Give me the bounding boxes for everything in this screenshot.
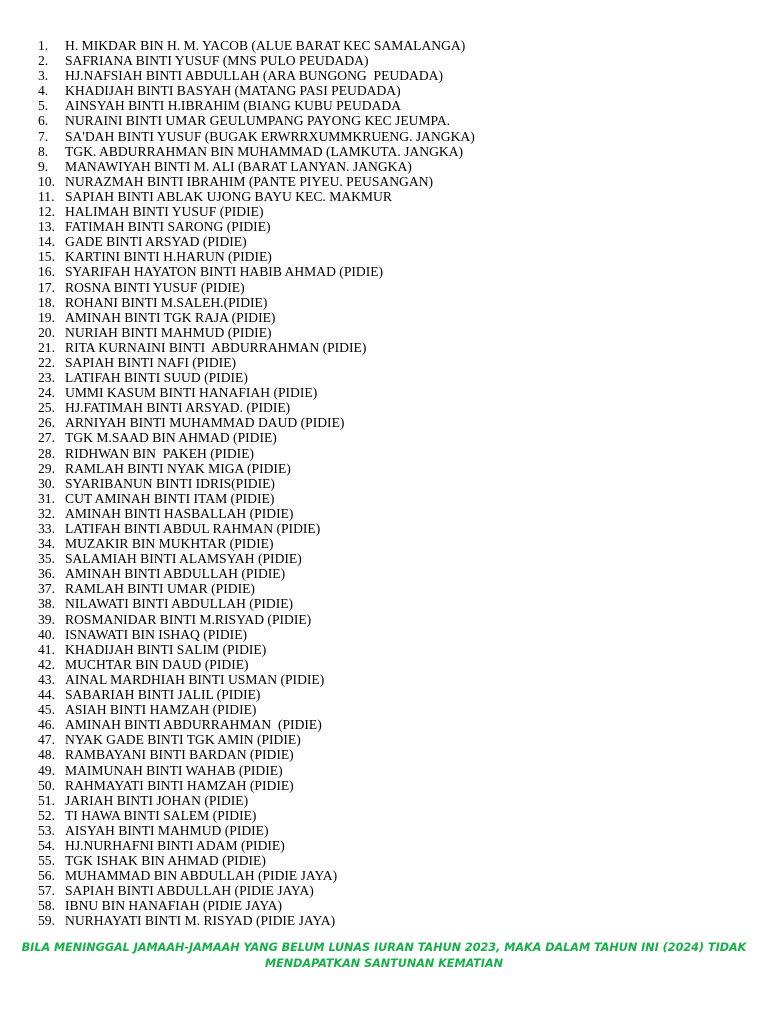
list-item-number: 30. (38, 475, 55, 491)
list-item-text: KHADIJAH BINTI BASYAH (MATANG PASI PEUDADA) (65, 83, 401, 99)
list-item-number: 2. (38, 53, 49, 69)
list-item (38, 808, 475, 823)
footer-note-line-2: MENDAPATKAN SANTUNAN KEMATIAN (265, 957, 503, 970)
list-item (38, 778, 475, 793)
list-item-text: RAMBAYANI BINTI BARDAN (PIDIE) (65, 747, 294, 763)
list-item-number: 39. (38, 611, 55, 627)
list-item (38, 536, 475, 551)
list-item (38, 551, 475, 566)
list-item-number: 7. (38, 128, 49, 144)
list-item-text: IBNU BIN HANAFIAH (PIDIE JAYA) (65, 898, 282, 914)
list-item-text: MUCHTAR BIN DAUD (PIDIE) (65, 656, 249, 672)
list-item-text: NYAK GADE BINTI TGK AMIN (PIDIE) (65, 732, 301, 748)
list-item-number: 29. (38, 460, 55, 476)
list-item-text: MUHAMMAD BIN ABDULLAH (PIDIE JAYA) (65, 868, 338, 884)
list-item-number: 46. (38, 717, 55, 733)
name-list (38, 38, 475, 929)
list-item-text: AMINAH BINTI TGK RAJA (PIDIE) (65, 309, 276, 325)
list-item-text: TGK. ABDURRAHMAN BIN MUHAMMAD (LAMKUTA. JANGKA) (65, 143, 464, 159)
list-item-text: NURHAYATI BINTI M. RISYAD (PIDIE JAYA) (65, 913, 336, 929)
list-item-text: HJ.NAFSIAH BINTI ABDULLAH (ARA BUNGONG PEUDADA) (65, 68, 443, 84)
list-item (38, 702, 475, 717)
list-item-number: 6. (38, 113, 49, 129)
list-item-number: 18. (38, 294, 55, 310)
list-item (38, 68, 475, 83)
list-item (38, 732, 475, 747)
list-item-text: MAIMUNAH BINTI WAHAB (PIDIE) (65, 762, 283, 778)
list-item (38, 310, 475, 325)
list-item-number: 57. (38, 883, 55, 899)
list-item-text: SALAMIAH BINTI ALAMSYAH (PIDIE) (65, 551, 302, 567)
list-item (38, 763, 475, 778)
list-item (38, 913, 475, 928)
list-item (38, 461, 475, 476)
list-item-text: SAPIAH BINTI ABLAK UJONG BAYU KEC. MAKMUR (65, 188, 392, 204)
list-item-number: 17. (38, 279, 55, 295)
list-item (38, 129, 475, 144)
list-item (38, 370, 475, 385)
list-item-number: 9. (38, 158, 49, 174)
list-item-number: 36. (38, 566, 55, 582)
list-item (38, 83, 475, 98)
list-item-text: TI HAWA BINTI SALEM (PIDIE) (65, 807, 257, 823)
list-item-number: 3. (38, 68, 49, 84)
list-item-number: 16. (38, 264, 55, 280)
list-item-text: MANAWIYAH BINTI M. ALI (BARAT LANYAN. JANGKA) (65, 158, 412, 174)
list-item (38, 868, 475, 883)
list-item (38, 491, 475, 506)
list-item (38, 883, 475, 898)
list-item-number: 58. (38, 898, 55, 914)
list-item-text: HALIMAH BINTI YUSUF (PIDIE) (65, 204, 264, 220)
list-item-text: NURAINI BINTI UMAR GEULUMPANG PAYONG KEC JEUMPA. (65, 113, 451, 129)
list-item-number: 15. (38, 249, 55, 265)
list-item (38, 717, 475, 732)
list-item-text: ASIAH BINTI HAMZAH (PIDIE) (65, 702, 257, 718)
list-item-number: 40. (38, 626, 55, 642)
footer-note (20, 940, 748, 972)
list-item-text: CUT AMINAH BINTI ITAM (PIDIE) (65, 490, 275, 506)
list-item (38, 898, 475, 913)
list-item-text: TGK ISHAK BIN AHMAD (PIDIE) (65, 853, 266, 869)
list-item-number: 52. (38, 807, 55, 823)
list-item (38, 566, 475, 581)
list-item-number: 11. (38, 188, 55, 204)
list-item-number: 38. (38, 596, 55, 612)
list-item-number: 51. (38, 792, 55, 808)
list-item-number: 54. (38, 837, 55, 853)
list-item (38, 159, 475, 174)
list-item-text: NURAZMAH BINTI IBRAHIM (PANTE PIYEU. PEUSANGAN) (65, 173, 434, 189)
list-item (38, 415, 475, 430)
footer-note-line-1: BILA MENINGGAL JAMAAH-JAMAAH YANG BELUM LUNAS IURAN TAHUN 2023, MAKA DALAM TAHUN INI (2024) TIDAK (21, 941, 747, 954)
list-item-text: AINAL MARDHIAH BINTI USMAN (PIDIE) (65, 671, 325, 687)
list-item (38, 581, 475, 596)
list-item-number: 27. (38, 430, 55, 446)
list-item-number: 37. (38, 581, 55, 597)
list-item-number: 50. (38, 777, 55, 793)
list-item-number: 41. (38, 641, 55, 657)
list-item-text: NILAWATI BINTI ABDULLAH (PIDIE) (65, 596, 294, 612)
list-item-text: JARIAH BINTI JOHAN (PIDIE) (65, 792, 249, 808)
list-item (38, 264, 475, 279)
list-item-number: 59. (38, 913, 55, 929)
list-item-text: GADE BINTI ARSYAD (PIDIE) (65, 234, 247, 250)
list-item-number: 47. (38, 732, 55, 748)
list-item (38, 657, 475, 672)
list-item-text: ROSMANIDAR BINTI M.RISYAD (PIDIE) (65, 611, 312, 627)
list-item-number: 4. (38, 83, 49, 99)
list-item (38, 295, 475, 310)
list-item (38, 113, 475, 128)
list-item-number: 13. (38, 219, 55, 235)
list-item (38, 596, 475, 611)
list-item-text: MUZAKIR BIN MUKHTAR (PIDIE) (65, 536, 274, 552)
list-item-number: 21. (38, 339, 55, 355)
list-item (38, 793, 475, 808)
list-item-text: SAPIAH BINTI ABDULLAH (PIDIE JAYA) (65, 883, 314, 899)
list-item-text: KARTINI BINTI H.HARUN (PIDIE) (65, 249, 272, 265)
list-item (38, 687, 475, 702)
list-item-number: 56. (38, 868, 55, 884)
list-item-number: 44. (38, 687, 55, 703)
list-item-number: 55. (38, 853, 55, 869)
list-item-text: AMINAH BINTI HASBALLAH (PIDIE) (65, 505, 294, 521)
list-item (38, 144, 475, 159)
list-item-text: UMMI KASUM BINTI HANAFIAH (PIDIE) (65, 385, 318, 401)
list-item-number: 1. (38, 38, 49, 53)
list-item-number: 35. (38, 551, 55, 567)
list-item-number: 32. (38, 505, 55, 521)
list-item-number: 23. (38, 370, 55, 386)
list-item (38, 400, 475, 415)
list-item-number: 31. (38, 490, 55, 506)
list-item (38, 325, 475, 340)
list-item-number: 5. (38, 98, 49, 114)
list-item-text: SYARIFAH HAYATON BINTI HABIB AHMAD (PIDIE) (65, 264, 384, 280)
list-item (38, 612, 475, 627)
list-item-text: HJ.FATIMAH BINTI ARSYAD. (PIDIE) (65, 400, 291, 416)
list-item-text: RAMLAH BINTI NYAK MIGA (PIDIE) (65, 460, 291, 476)
list-item (38, 189, 475, 204)
list-item-number: 14. (38, 234, 55, 250)
list-item (38, 53, 475, 68)
list-item-text: SYARIBANUN BINTI IDRIS(PIDIE) (65, 475, 275, 491)
list-item-text: LATIFAH BINTI ABDUL RAHMAN (PIDIE) (65, 521, 321, 536)
list-item (38, 38, 475, 53)
list-item-number: 24. (38, 385, 55, 401)
list-item-number: 33. (38, 521, 55, 536)
list-item-text: ROHANI BINTI M.SALEH.(PIDIE) (65, 294, 268, 310)
list-item-text: AINSYAH BINTI H.IBRAHIM (BIANG KUBU PEUDADA (65, 98, 402, 114)
list-item (38, 355, 475, 370)
list-item-text: SAPIAH BINTI NAFI (PIDIE) (65, 354, 237, 370)
list-item-number: 28. (38, 445, 55, 461)
list-item-text: ISNAWATI BIN ISHAQ (PIDIE) (65, 626, 248, 642)
list-item-text: SA'DAH BINTI YUSUF (BUGAK ERWRRXUMMKRUENG. JANGKA) (65, 128, 475, 144)
list-item-number: 53. (38, 822, 55, 838)
list-item-number: 42. (38, 656, 55, 672)
list-item-number: 49. (38, 762, 55, 778)
list-item-number: 20. (38, 324, 55, 340)
list-item-text: SAFRIANA BINTI YUSUF (MNS PULO PEUDADA) (65, 53, 369, 69)
list-item (38, 642, 475, 657)
list-item (38, 98, 475, 113)
list-item-number: 25. (38, 400, 55, 416)
list-item-text: AMINAH BINTI ABDURRAHMAN (PIDIE) (65, 717, 322, 733)
list-item-text: RAHMAYATI BINTI HAMZAH (PIDIE) (65, 777, 294, 793)
list-item (38, 340, 475, 355)
list-item (38, 627, 475, 642)
list-item (38, 219, 475, 234)
list-item-text: HJ.NURHAFNI BINTI ADAM (PIDIE) (65, 837, 285, 853)
list-item-number: 34. (38, 536, 55, 552)
list-item-number: 10. (38, 173, 55, 189)
list-item-text: FATIMAH BINTI SARONG (PIDIE) (65, 219, 271, 235)
list-item-text: NURIAH BINTI MAHMUD (PIDIE) (65, 324, 272, 340)
list-item-text: RAMLAH BINTI UMAR (PIDIE) (65, 581, 255, 597)
list-item (38, 385, 475, 400)
list-item (38, 174, 475, 189)
list-item-number: 45. (38, 702, 55, 718)
list-item-number: 8. (38, 143, 49, 159)
list-item (38, 506, 475, 521)
list-item-text: SABARIAH BINTI JALIL (PIDIE) (65, 687, 261, 703)
list-item-text: RIDHWAN BIN PAKEH (PIDIE) (65, 445, 255, 461)
list-item (38, 838, 475, 853)
list-item-text: ROSNA BINTI YUSUF (PIDIE) (65, 279, 245, 295)
list-item (38, 446, 475, 461)
list-item (38, 521, 475, 536)
list-item-text: LATIFAH BINTI SUUD (PIDIE) (65, 370, 248, 386)
list-item (38, 430, 475, 445)
list-item-number: 26. (38, 415, 55, 431)
list-item (38, 249, 475, 264)
list-item-text: ARNIYAH BINTI MUHAMMAD DAUD (PIDIE) (65, 415, 345, 431)
list-item-text: H. MIKDAR BIN H. M. YACOB (ALUE BARAT KEC SAMALANGA) (65, 38, 466, 53)
list-item (38, 672, 475, 687)
list-item-text: TGK M.SAAD BIN AHMAD (PIDIE) (65, 430, 277, 446)
list-item (38, 234, 475, 249)
list-item (38, 476, 475, 491)
list-item-text: RITA KURNAINI BINTI ABDURRAHMAN (PIDIE) (65, 339, 367, 355)
list-item-text: AISYAH BINTI MAHMUD (PIDIE) (65, 822, 269, 838)
list-item-number: 19. (38, 309, 55, 325)
list-item (38, 204, 475, 219)
list-item-text: KHADIJAH BINTI SALIM (PIDIE) (65, 641, 267, 657)
list-item-number: 48. (38, 747, 55, 763)
list-item (38, 747, 475, 762)
list-item (38, 853, 475, 868)
list-item-number: 12. (38, 204, 55, 220)
list-item-number: 22. (38, 354, 55, 370)
list-item (38, 823, 475, 838)
list-item (38, 280, 475, 295)
list-item-number: 43. (38, 671, 55, 687)
list-item-text: AMINAH BINTI ABDULLAH (PIDIE) (65, 566, 286, 582)
